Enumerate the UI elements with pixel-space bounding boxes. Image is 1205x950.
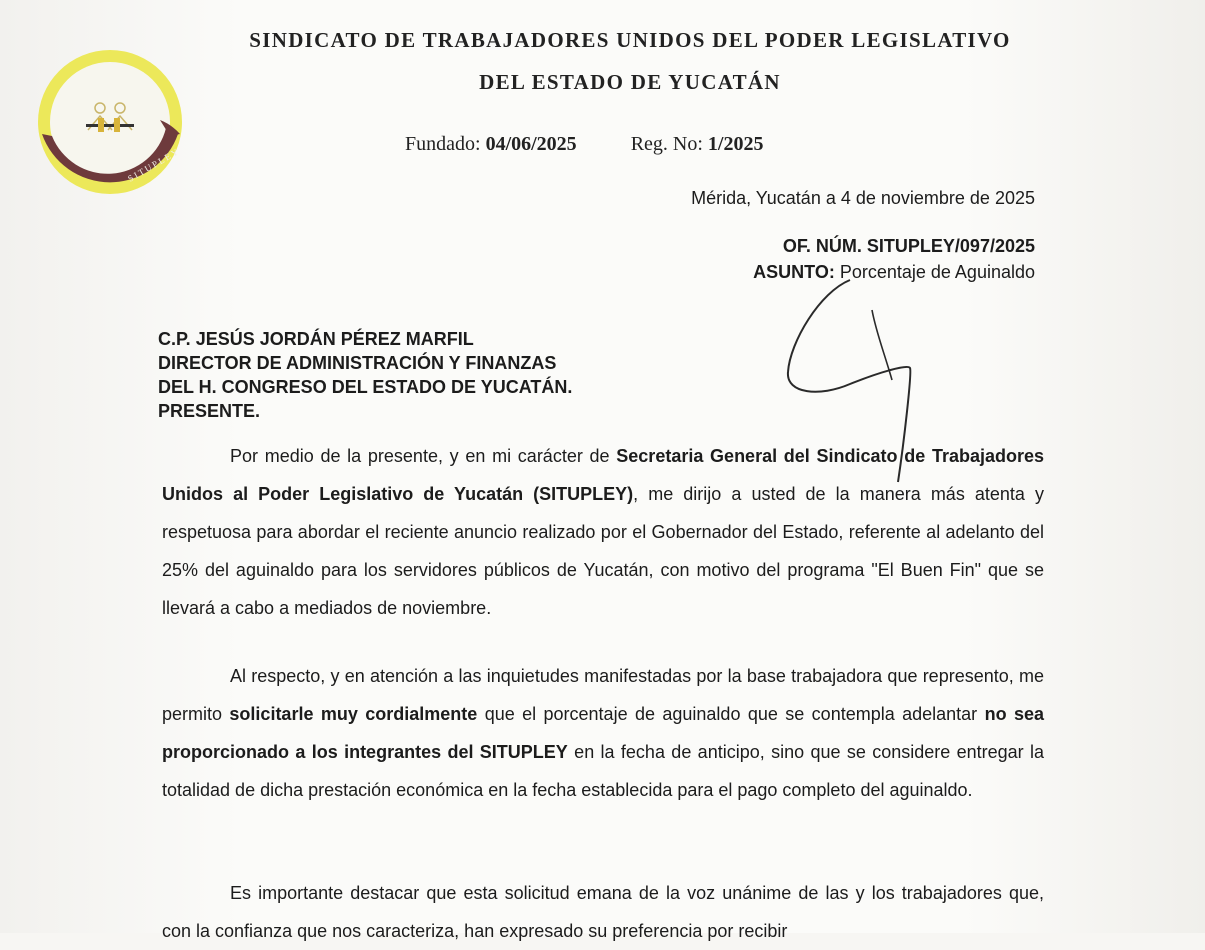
registration-label: Reg. No: (630, 133, 703, 155)
place-date: Mérida, Yucatán a 4 de noviembre de 2025 (691, 188, 1035, 208)
subject-label: ASUNTO: (753, 262, 835, 282)
addressee-name: C.P. JESÚS JORDÁN PÉREZ MARFIL (158, 329, 474, 349)
registration-number: 1/2025 (707, 133, 764, 155)
request-emphasis: solicitarle muy cordialmente (229, 704, 478, 724)
founded-registration (405, 133, 763, 156)
union-name-line2: DEL ESTADO DE YUCATÁN (479, 70, 781, 94)
addressee-institution: DEL H. CONGRESO DEL ESTADO DE YUCATÁN. (158, 377, 573, 397)
union-reference: Secretaria General del Sindicato de Trabajadores Unidos al Poder Legislativo de Yucatán (SITUPLEY) (162, 446, 1044, 504)
addressee-block (158, 327, 572, 423)
exclusion-emphasis: no sea proporcionado a los integrantes del SITUPLEY (162, 704, 1044, 762)
founded-date: 04/06/2025 (485, 133, 577, 155)
paragraph-2: Al respecto, y en atención a las inquietudes manifestadas por la base trabajadora que represento, me permito solicitarle muy cordialmente que el porcentaje de aguinaldo que se contempla adelantar no sea proporcionado a los integrantes del SITUPLEY en la fecha de anticipo, sino que se considere entregar la totalidad de dicha prestación económica en la fecha establecida para el pago completo del aguinaldo. (162, 666, 1044, 800)
addressee-title: DIRECTOR DE ADMINISTRACIÓN Y FINANZAS (158, 353, 557, 373)
addressee-presente: PRESENTE. (158, 401, 261, 421)
founded-label: Fundado: (405, 133, 481, 155)
svg-text:SITUPLEY: SITUPLEY (126, 145, 182, 184)
union-name-line1: SINDICATO DE TRABAJADORES UNIDOS DEL PODER LEGISLATIVO (249, 28, 1011, 52)
paragraph-3: Es importante destacar que esta solicitud emana de la voz unánime de las y los trabajadores que, con la confianza que nos caracteriza, han expresado su preferencia por recibir (162, 883, 1044, 941)
union-logo (30, 42, 190, 202)
paragraph-1: Por medio de la presente, y en mi carácter de Secretaria General del Sindicato de Trabajadores Unidos al Poder Legislativo de Yucatán (SITUPLEY), me dirijo a usted de la manera más atenta y respetuosa para abordar el reciente anuncio realizado por el Gobernador del Estado, referente al adelanto del 25% del aguinaldo para los servidores públicos de Yucatán, con motivo del programa "El Buen Fin" que se llevará a cabo a mediados de noviembre. (162, 446, 1044, 618)
office-number: OF. NÚM. SITUPLEY/097/2025 (782, 236, 1035, 256)
subject-value: Porcentaje de Aguinaldo (839, 262, 1035, 282)
